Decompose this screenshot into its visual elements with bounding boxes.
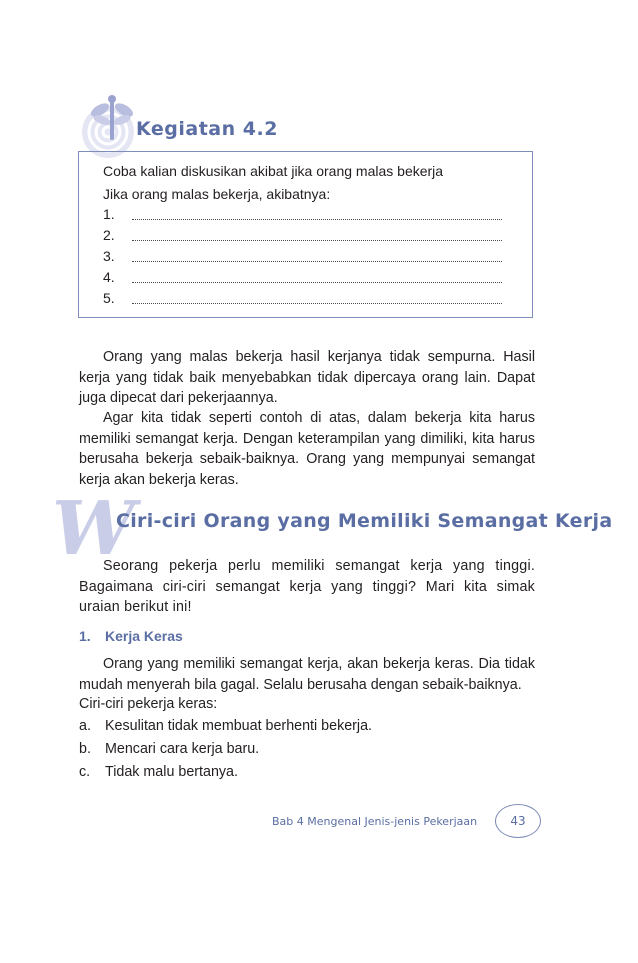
list-item: a. Kesulitan tidak membuat berhenti bekerja. <box>79 718 373 734</box>
answer-line-3 <box>132 261 502 262</box>
list-intro: Ciri-ciri pekerja keras: <box>79 696 218 712</box>
paragraph-1: Orang yang malas bekerja hasil kerjanya tidak sempurna. Hasil kerja yang tidak baik menyebabkan tidak dipercaya orang lain. Dapat juga dipecat dari pekerjaannya. <box>79 349 535 406</box>
activity-instruction: Coba kalian diskusikan akibat jika orang malas bekerja <box>103 163 444 179</box>
page-number: 43 <box>510 814 526 828</box>
answer-number-4: 4. <box>103 269 115 285</box>
subsection-number: 1. <box>79 628 91 644</box>
answer-line-2 <box>132 240 502 241</box>
activity-prompt: Jika orang malas bekerja, akibatnya: <box>103 186 331 202</box>
footer-chapter-title: Bab 4 Mengenal Jenis-jenis Pekerjaan <box>272 815 478 828</box>
subsection-heading <box>79 628 183 644</box>
section-heading <box>52 486 613 572</box>
list-item: c. Tidak malu bertanya. <box>79 764 238 780</box>
subsection-title: Kerja Keras <box>105 628 183 644</box>
answer-line-1 <box>132 219 502 220</box>
answer-number-1: 1. <box>103 206 115 222</box>
answer-line-4 <box>132 282 502 283</box>
activity-box-left-border <box>78 151 79 318</box>
subsection-body: Orang yang memiliki semangat kerja, akan bekerja keras. Dia tidak mudah menyerah bila gagal. Selalu berusaha dengan sebaik-baiknya. <box>79 656 535 693</box>
answer-line-5 <box>132 303 502 304</box>
list-item: b. Mencari cara kerja baru. <box>79 741 260 757</box>
answer-number-3: 3. <box>103 248 115 264</box>
section-title: Ciri-ciri Orang yang Memiliki Semangat Kerja <box>116 510 613 532</box>
answer-number-5: 5. <box>103 290 115 306</box>
activity-title: Kegiatan 4.2 <box>136 118 278 140</box>
section-intro: Seorang pekerja perlu memiliki semangat kerja yang tinggi. Bagaimana ciri-ciri semangat kerja yang tinggi? Mari kita simak uraian berikut ini! <box>79 558 535 615</box>
section-decorative-letter: W <box>52 486 136 572</box>
paragraph-2: Agar kita tidak seperti contoh di atas, dalam bekerja kita harus memiliki semangat kerja. Dengan keterampilan yang dimiliki, kita harus berusaha bekerja sebaik-baiknya. Orang yang mempunyai semangat kerja akan bekerja keras. <box>79 410 535 488</box>
answer-number-2: 2. <box>103 227 115 243</box>
